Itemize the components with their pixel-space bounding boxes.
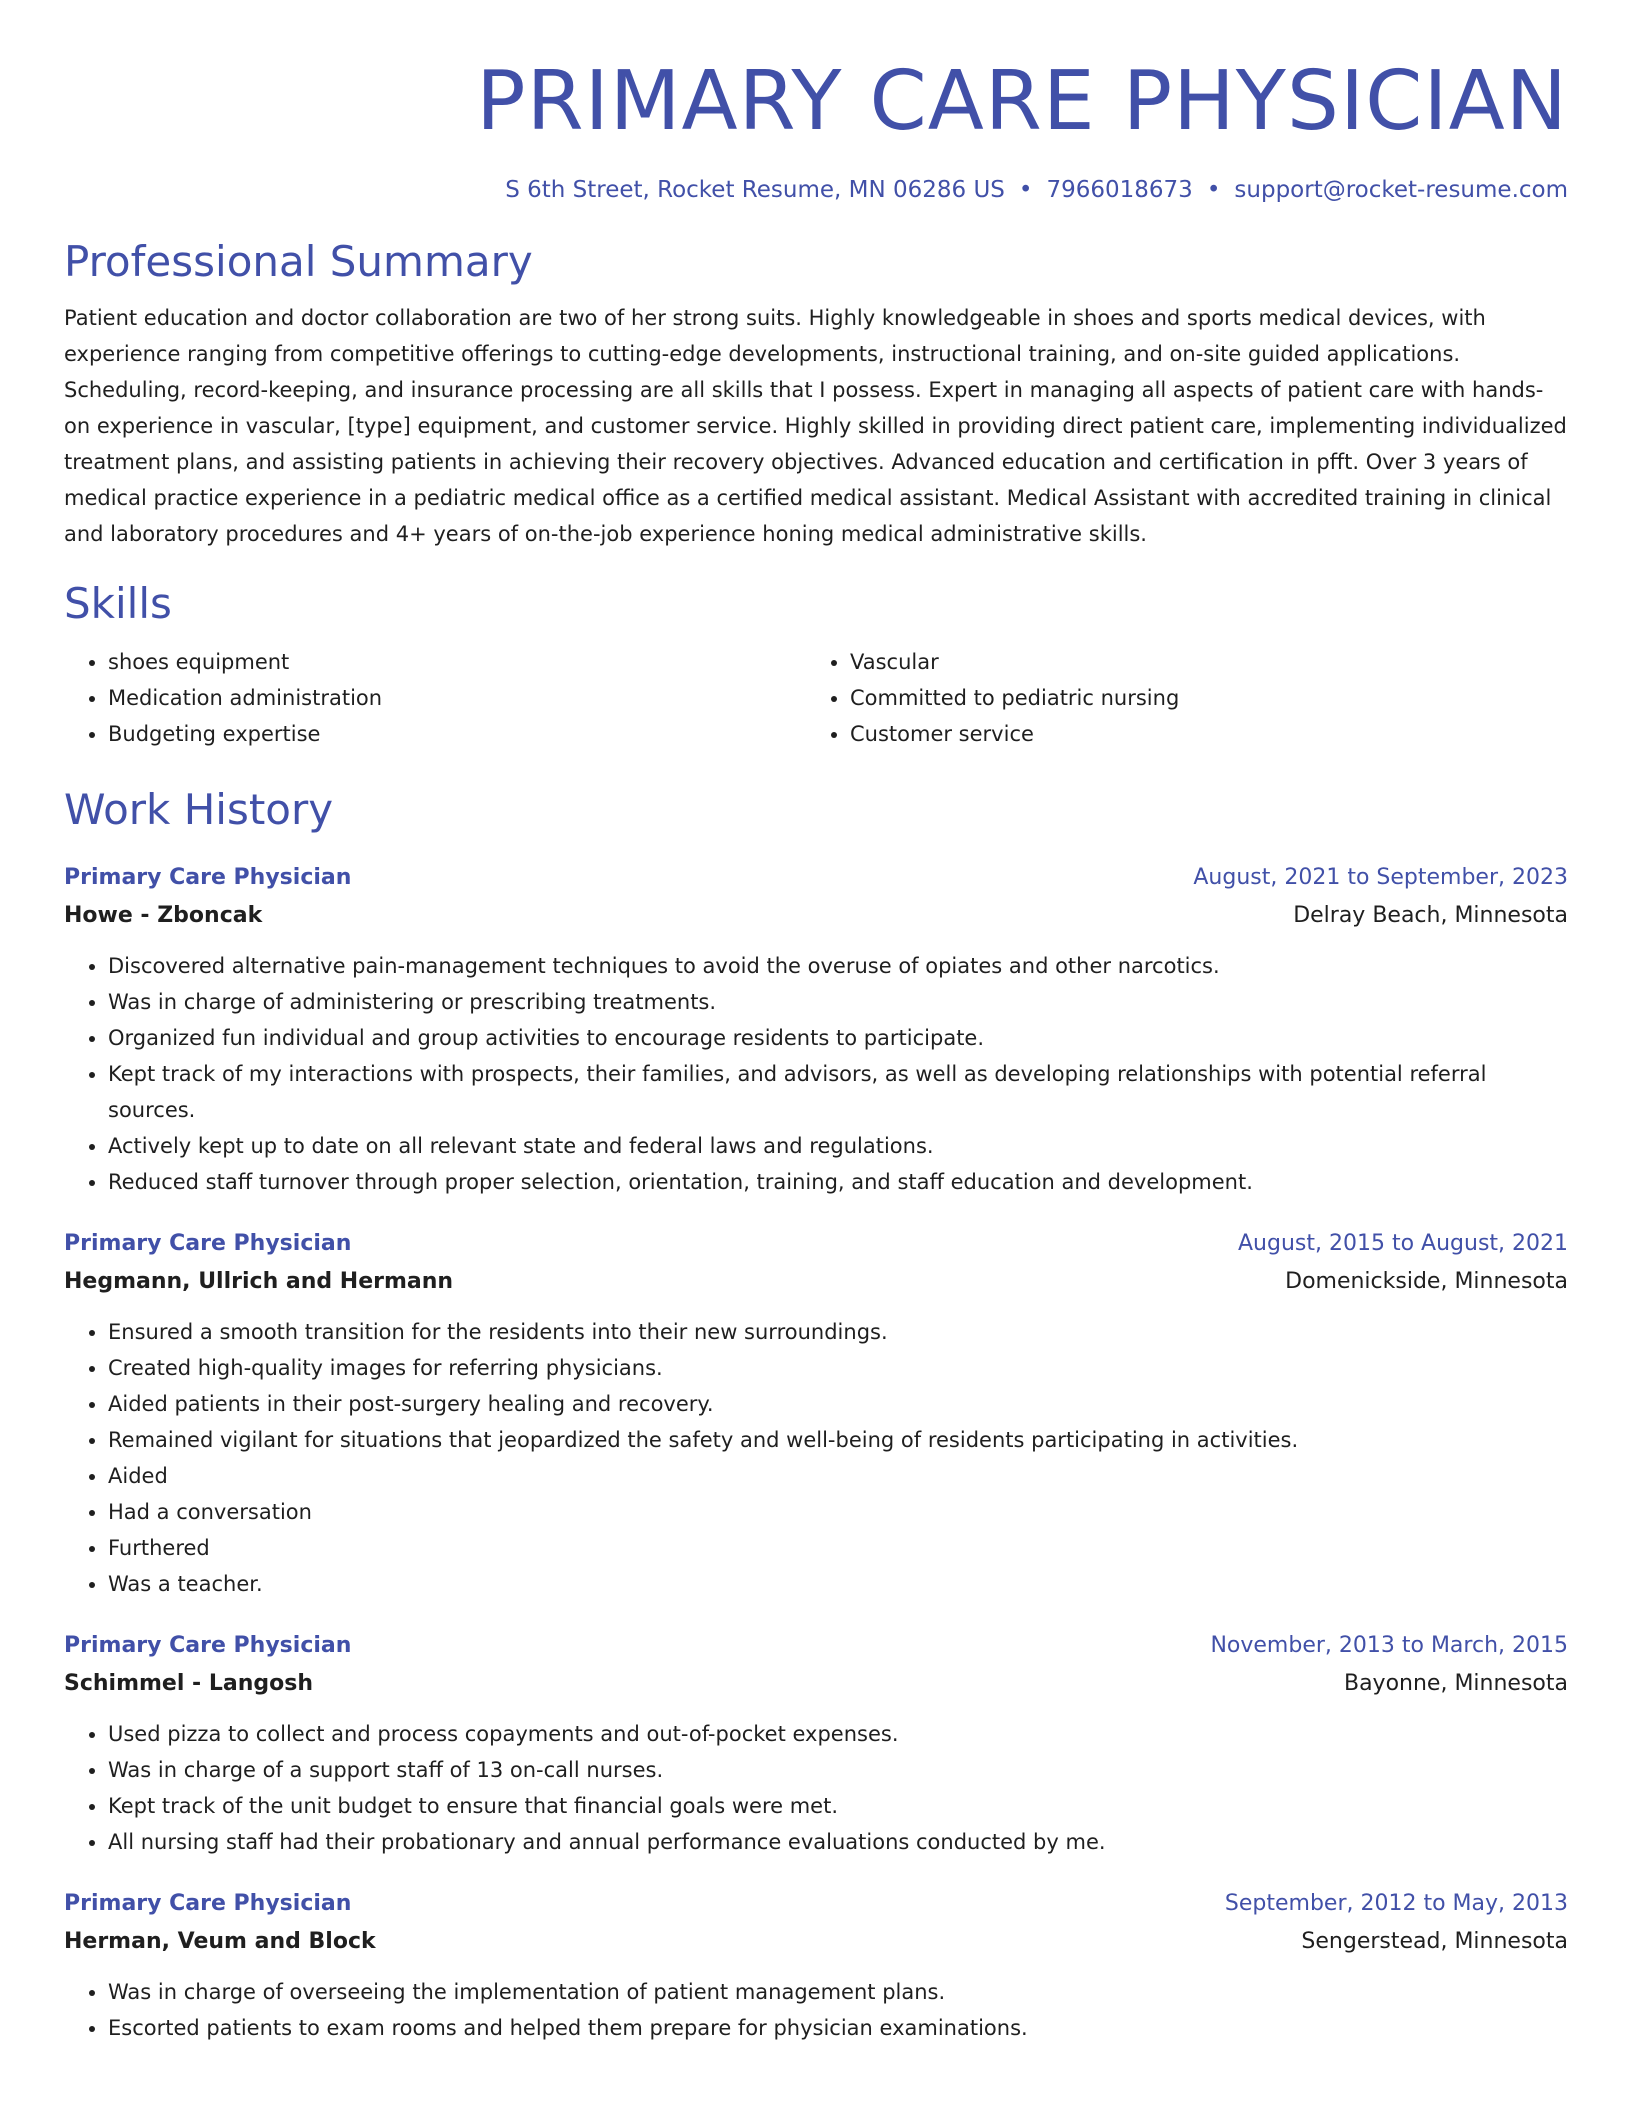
job-header-row <box>64 860 1568 896</box>
job-bullet: • Was in charge of overseeing the implementation of patient management plans. <box>108 1974 1568 2010</box>
job-title: Primary Care Physician <box>64 1633 352 1658</box>
contact-phone: 7966018673 <box>1046 177 1193 203</box>
job-bullet: • Furthered <box>108 1530 1568 1566</box>
job-bullet: • Aided patients in their post-surgery healing and recovery. <box>108 1386 1568 1422</box>
job-title: Primary Care Physician <box>64 1891 352 1916</box>
skills-heading: Skills <box>64 579 172 628</box>
summary-heading: Professional Summary <box>64 237 533 286</box>
job-bullet: • Reduced staff turnover through proper selection, orientation, training, and staff education and development. <box>108 1164 1568 1200</box>
job-bullet: • Aided <box>108 1458 1568 1494</box>
contact-email: support@rocket-resume.com <box>1234 177 1568 203</box>
contact-separator: • <box>1018 177 1033 203</box>
job-company-row <box>64 896 1568 936</box>
job-company-row <box>64 1262 1568 1302</box>
job-company: Howe - Zboncak <box>64 903 263 928</box>
job-company-row <box>64 1664 1568 1704</box>
job-bullet: • Organized fun individual and group activities to encourage residents to participate. <box>108 1020 1568 1056</box>
job-entry <box>64 1226 1568 1602</box>
job-company: Schimmel - Langosh <box>64 1671 313 1696</box>
contact-address: S 6th Street, Rocket Resume, MN 06286 US <box>505 177 1005 203</box>
job-location: Bayonne, Minnesota <box>1343 1671 1568 1696</box>
job-bullet: • Was a teacher. <box>108 1566 1568 1602</box>
resume-header <box>64 0 1568 206</box>
skills-column-left <box>64 644 806 752</box>
job-header-row <box>64 1226 1568 1262</box>
skill-item: • Vascular <box>850 644 1548 680</box>
job-location: Sengerstead, Minnesota <box>1301 1929 1568 1954</box>
job-entry <box>64 860 1568 1200</box>
job-bullet: • Kept track of the unit budget to ensure that financial goals were met. <box>108 1788 1568 1824</box>
job-bullet: • Was in charge of administering or prescribing treatments. <box>108 984 1568 1020</box>
skill-item: • Budgeting expertise <box>108 716 806 752</box>
job-bullet: • Was in charge of a support staff of 13 on-call nurses. <box>108 1752 1568 1788</box>
skill-item: • shoes equipment <box>108 644 806 680</box>
summary-text: Patient education and doctor collaboration are two of her strong suits. Highly knowledgeable in shoes and sports medical devices, with experience ranging from competitive offerings to cutting-edge developments, instructional training, and on-site guided applications. Scheduling, record-keeping, and insurance processing are all skills that I possess. Expert in managing all aspects of patient care with hands-on experience in vascular, [type] equipment, and customer service. Highly skilled in providing direct patient care, implementing individualized treatment plans, and assisting patients in achieving their recovery objectives. Advanced education and certification in pfft. Over 3 years of medical practice experience in a pediatric medical office as a certified medical assistant. Medical Assistant with accredited training in clinical and laboratory procedures and 4+ years of on-the-job experience honing medical administrative skills. <box>64 306 1567 546</box>
job-bullet: • Used pizza to collect and process copayments and out-of-pocket expenses. <box>108 1716 1568 1752</box>
skills-column-right <box>806 644 1548 752</box>
skill-item: • Customer service <box>850 716 1548 752</box>
job-bullet: • Kept track of my interactions with prospects, their families, and advisors, as well as developing relationships with potential referral sources. <box>108 1056 1568 1128</box>
job-bullet: • All nursing staff had their probationary and annual performance evaluations conducted by me. <box>108 1824 1568 1860</box>
job-header-row <box>64 1628 1568 1664</box>
job-bullet: • Actively kept up to date on all relevant state and federal laws and regulations. <box>108 1128 1568 1164</box>
contact-line <box>64 174 1568 206</box>
job-entry <box>64 1886 1568 2046</box>
contact-separator: • <box>1206 177 1221 203</box>
job-location: Domenickside, Minnesota <box>1285 1269 1568 1294</box>
job-bullet: • Remained vigilant for situations that jeopardized the safety and well-being of residents participating in activities. <box>108 1422 1568 1458</box>
job-dates: September, 2012 to May, 2013 <box>1224 1891 1568 1916</box>
job-bullets <box>64 1314 1568 1602</box>
skill-item: • Medication administration <box>108 680 806 716</box>
job-bullet: • Created high-quality images for referring physicians. <box>108 1350 1568 1386</box>
job-bullet: • Ensured a smooth transition for the residents into their new surroundings. <box>108 1314 1568 1350</box>
job-header-row <box>64 1886 1568 1922</box>
job-title: Primary Care Physician <box>64 1231 352 1256</box>
skill-item: • Committed to pediatric nursing <box>850 680 1548 716</box>
job-bullets <box>64 948 1568 1200</box>
work-history-heading: Work History <box>64 785 334 834</box>
job-location: Delray Beach, Minnesota <box>1293 903 1568 928</box>
job-company-row <box>64 1922 1568 1962</box>
job-dates: November, 2013 to March, 2015 <box>1210 1633 1568 1658</box>
job-company: Herman, Veum and Block <box>64 1929 376 1954</box>
job-bullet: • Had a conversation <box>108 1494 1568 1530</box>
skills-grid <box>64 644 1568 752</box>
job-bullets <box>64 1716 1568 1860</box>
job-title: Primary Care Physician <box>64 865 352 890</box>
job-dates: August, 2021 to September, 2023 <box>1193 865 1568 890</box>
candidate-name: PRIMARY CARE PHYSICIAN <box>476 54 1568 149</box>
job-dates: August, 2015 to August, 2021 <box>1238 1231 1568 1256</box>
job-bullets <box>64 1974 1568 2046</box>
resume-page <box>64 0 1568 2046</box>
job-bullet: • Discovered alternative pain-management techniques to avoid the overuse of opiates and other narcotics. <box>108 948 1568 984</box>
job-bullet: • Escorted patients to exam rooms and helped them prepare for physician examinations. <box>108 2010 1568 2046</box>
job-entry <box>64 1628 1568 1860</box>
job-company: Hegmann, Ullrich and Hermann <box>64 1269 454 1294</box>
